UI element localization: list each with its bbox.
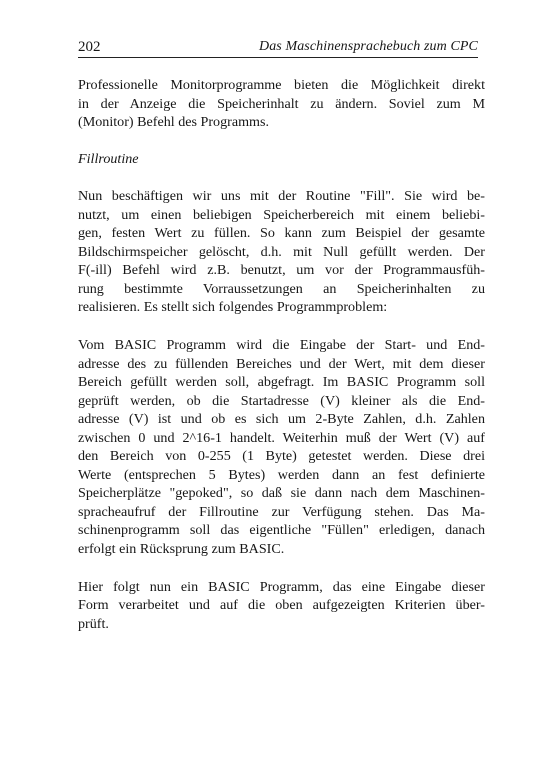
- text-line: Speicherplätze "gepoked", so daß sie dann nach dem Maschinen-: [78, 485, 485, 502]
- text-line: geprüft werden, ob die Startadresse (V) kleiner als die End-: [78, 392, 485, 409]
- paragraph-monitor: [78, 76, 485, 132]
- section-heading: Fillroutine: [78, 150, 139, 167]
- text-line: Nun beschäftigen wir uns mit der Routine "Fill". Sie wird be-: [78, 188, 485, 205]
- running-title: Das Maschinensprachebuch zum CPC: [258, 39, 478, 54]
- text-line: realisieren. Es stellt sich folgendes Programmproblem:: [78, 299, 388, 316]
- text-line: spracheaufruf der Fillroutine zur Verfügung stehen. Das Ma-: [78, 503, 485, 520]
- text-line: Bereich gefüllt werden soll, abgefragt. Im BASIC Programm soll: [78, 374, 485, 391]
- text-line: adresse des zu füllenden Bereiches und der Wert, mit dem dieser: [78, 355, 485, 372]
- page-body: [78, 76, 485, 633]
- text-line: F(-ill) Befehl wird z.B. benutzt, um vor der Programmausfüh-: [78, 262, 485, 279]
- text-line: Form verarbeitet und auf die oben aufgezeigten Kriterien über-: [78, 597, 485, 614]
- text-line: den Bereich von 0-255 (1 Byte) getestet werden. Diese drei: [78, 448, 485, 465]
- text-line: in der Anzeige die Speicherinhalt zu ändern. Soviel zum M: [78, 95, 485, 112]
- text-line: (Monitor) Befehl des Programms.: [78, 114, 270, 131]
- text-line: adresse (V) ist und ob es sich um 2-Byte Zahlen, d.h. Zahlen: [78, 411, 485, 428]
- text-line: rung bestimmte Vorraussetzungen an Speicherinhalten zu: [78, 280, 485, 297]
- page-number: 202: [78, 39, 101, 55]
- text-line: Professionelle Monitorprogramme bieten die Möglichkeit direkt: [78, 77, 485, 93]
- text-line: Werte (entsprechen 5 Bytes) werden dann an fest definierte: [78, 466, 485, 483]
- text-line: prüft.: [78, 615, 109, 632]
- paragraph-basic-program: [78, 578, 485, 634]
- text-line: nutzt, um einen beliebigen Speicherbereich mit einem beliebi-: [78, 206, 485, 223]
- text-line: gen, festen Wert zu füllen. So kann zum Beispiel der gesamte: [78, 225, 485, 242]
- page-header: [78, 37, 478, 58]
- text-line: Bildschirmspeicher gelöscht, d.h. mit Null gefüllt werden. Der: [78, 243, 485, 260]
- text-line: zwischen 0 und 2^16-1 handelt. Weiterhin muß der Wert (V) auf: [78, 429, 485, 446]
- paragraph-program-problem: [78, 336, 485, 559]
- text-line: Vom BASIC Programm wird die Eingabe der Start- und End-: [78, 337, 485, 354]
- text-line: Hier folgt nun ein BASIC Programm, das eine Eingabe dieser: [78, 578, 485, 595]
- text-line: erfolgt ein Rücksprung zum BASIC.: [78, 541, 285, 558]
- text-line: schinenprogramm soll das eigentliche "Füllen" erledigen, danach: [78, 522, 485, 539]
- paragraph-fill-intro: [78, 187, 485, 317]
